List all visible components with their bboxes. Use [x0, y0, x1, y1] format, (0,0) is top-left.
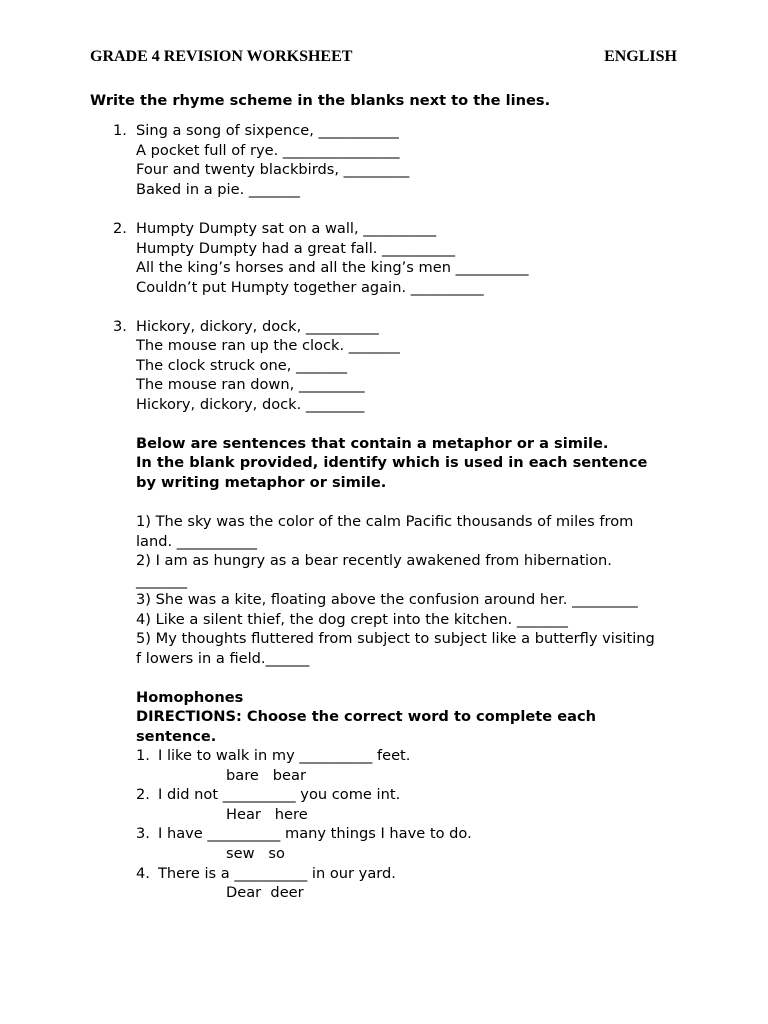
homophone-sentence: I like to walk in my __________ feet.	[158, 747, 411, 764]
figurative-sentence: 3) She was a kite, floating above the confusion around her. _________	[136, 591, 638, 608]
figurative-sentence: 5) My thoughts fluttered from subject to subject like a butterfly visiting	[136, 630, 655, 647]
rhyme-item-number: 2.	[113, 220, 127, 237]
homophones-heading: Homophones	[136, 689, 244, 706]
rhyme-line: Four and twenty blackbirds, _________	[136, 161, 410, 178]
homophone-sentence: I have __________ many things I have to do.	[158, 825, 472, 842]
homophone-options: bare bear	[226, 767, 306, 784]
homophone-item-number: 2.	[136, 786, 150, 803]
rhyme-line: Hickory, dickory, dock, __________	[136, 318, 379, 335]
homophone-options: Hear here	[226, 806, 308, 823]
rhyme-line: A pocket full of rye. ________________	[136, 142, 400, 159]
homophone-item-number: 4.	[136, 865, 150, 882]
rhyme-line: Humpty Dumpty had a great fall. __________	[136, 240, 456, 257]
rhyme-instruction: Write the rhyme scheme in the blanks next to the lines.	[90, 92, 551, 109]
homophone-sentence: There is a __________ in our yard.	[158, 865, 396, 882]
figurative-sentence: 4) Like a silent thief, the dog crept into the kitchen. _______	[136, 611, 568, 628]
rhyme-line: Hickory, dickory, dock. ________	[136, 396, 365, 413]
homophones-directions: DIRECTIONS: Choose the correct word to complete each	[136, 708, 597, 725]
figurative-sentence: f lowers in a field.______	[136, 650, 310, 667]
rhyme-line: The mouse ran up the clock. _______	[136, 337, 400, 354]
rhyme-line: The mouse ran down, _________	[136, 376, 365, 393]
worksheet-title: GRADE 4 REVISION WORKSHEET	[90, 48, 353, 65]
figurative-sentence: land. ___________	[136, 533, 258, 550]
homophone-item-number: 1.	[136, 747, 150, 764]
subject-label: ENGLISH	[604, 48, 677, 65]
rhyme-line: The clock struck one, _______	[136, 357, 348, 374]
figurative-sentence: 1) The sky was the color of the calm Pacific thousands of miles from	[136, 513, 634, 530]
figurative-sentence: 2) I am as hungry as a bear recently awakened from hibernation.	[136, 552, 612, 569]
rhyme-item-number: 1.	[113, 122, 127, 139]
homophone-options: sew so	[226, 845, 285, 862]
homophones-directions: sentence.	[136, 728, 217, 745]
rhyme-line: Couldn’t put Humpty together again. __________	[136, 279, 484, 296]
figurative-sentence: _______	[136, 572, 188, 589]
homophone-options: Dear deer	[226, 884, 304, 901]
rhyme-line: Humpty Dumpty sat on a wall, __________	[136, 220, 437, 237]
figurative-instruction: by writing metaphor or simile.	[136, 474, 387, 491]
rhyme-line: Baked in a pie. _______	[136, 181, 300, 198]
rhyme-line: All the king’s horses and all the king’s men __________	[136, 259, 529, 276]
rhyme-line: Sing a song of sixpence, ___________	[136, 122, 399, 139]
figurative-instruction: Below are sentences that contain a metaphor or a simile.	[136, 435, 609, 452]
homophone-item-number: 3.	[136, 825, 150, 842]
rhyme-item-number: 3.	[113, 318, 127, 335]
homophone-sentence: I did not __________ you come int.	[158, 786, 401, 803]
figurative-instruction: In the blank provided, identify which is used in each sentence	[136, 454, 648, 471]
